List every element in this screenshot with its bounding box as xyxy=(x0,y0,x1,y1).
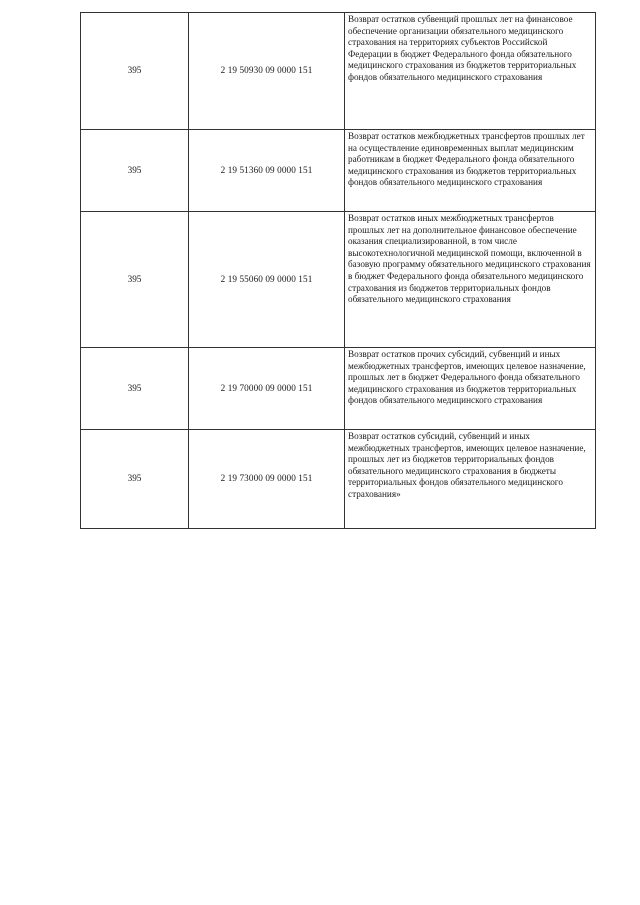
revenue-name-cell: Возврат остатков субвенций прошлых лет на финансовое обеспечение организации обязательного медицинского страхования на территориях субъектов Российской Федерации в бюджет Федерального фонда обязательного медицинского страхования из бюджетов территориальных фондов обязательного медицинского страхования xyxy=(345,13,596,130)
admin-code-cell: 395 xyxy=(81,13,189,130)
revenue-name-cell: Возврат остатков прочих субсидий, субвенций и иных межбюджетных трансфертов, имеющих целевое назначение, прошлых лет в бюджет Федерального фонда обязательного медицинского страхования из бюджетов территориальных фондов обязательного медицинского страхования xyxy=(345,348,596,430)
table-row xyxy=(81,13,596,130)
admin-code-cell: 395 xyxy=(81,130,189,212)
table-row xyxy=(81,430,596,529)
admin-code-cell: 395 xyxy=(81,430,189,529)
revenue-name-cell: Возврат остатков субсидий, субвенций и иных межбюджетных трансфертов, имеющих целевое назначение, прошлых лет из бюджетов территориальных фондов обязательного медицинского страхования в бюджеты территориальных фондов обязательного медицинского страхования» xyxy=(345,430,596,529)
kbk-code-cell: 2 19 51360 09 0000 151 xyxy=(189,130,345,212)
admin-code-cell: 395 xyxy=(81,348,189,430)
budget-classification-table xyxy=(80,12,596,529)
kbk-code-cell: 2 19 70000 09 0000 151 xyxy=(189,348,345,430)
kbk-code-cell: 2 19 73000 09 0000 151 xyxy=(189,430,345,529)
table-row xyxy=(81,130,596,212)
admin-code-cell: 395 xyxy=(81,212,189,348)
table-row xyxy=(81,348,596,430)
kbk-code-cell: 2 19 55060 09 0000 151 xyxy=(189,212,345,348)
revenue-name-cell: Возврат остатков межбюджетных трансфертов прошлых лет на осуществление единовременных выплат медицинским работникам в бюджет Федерального фонда обязательного медицинского страхования из бюджетов территориальных фондов обязательного медицинского страхования xyxy=(345,130,596,212)
kbk-code-cell: 2 19 50930 09 0000 151 xyxy=(189,13,345,130)
table-row xyxy=(81,212,596,348)
revenue-name-cell: Возврат остатков иных межбюджетных трансфертов прошлых лет на дополнительное финансовое обеспечение оказания специализированной, в том числе высокотехнологичной медицинской помощи, включенной в базовую программу обязательного медицинского страхования в бюджет Федерального фонда обязательного медицинского страхования из бюджетов территориальных фондов обязательного медицинского страхования xyxy=(345,212,596,348)
